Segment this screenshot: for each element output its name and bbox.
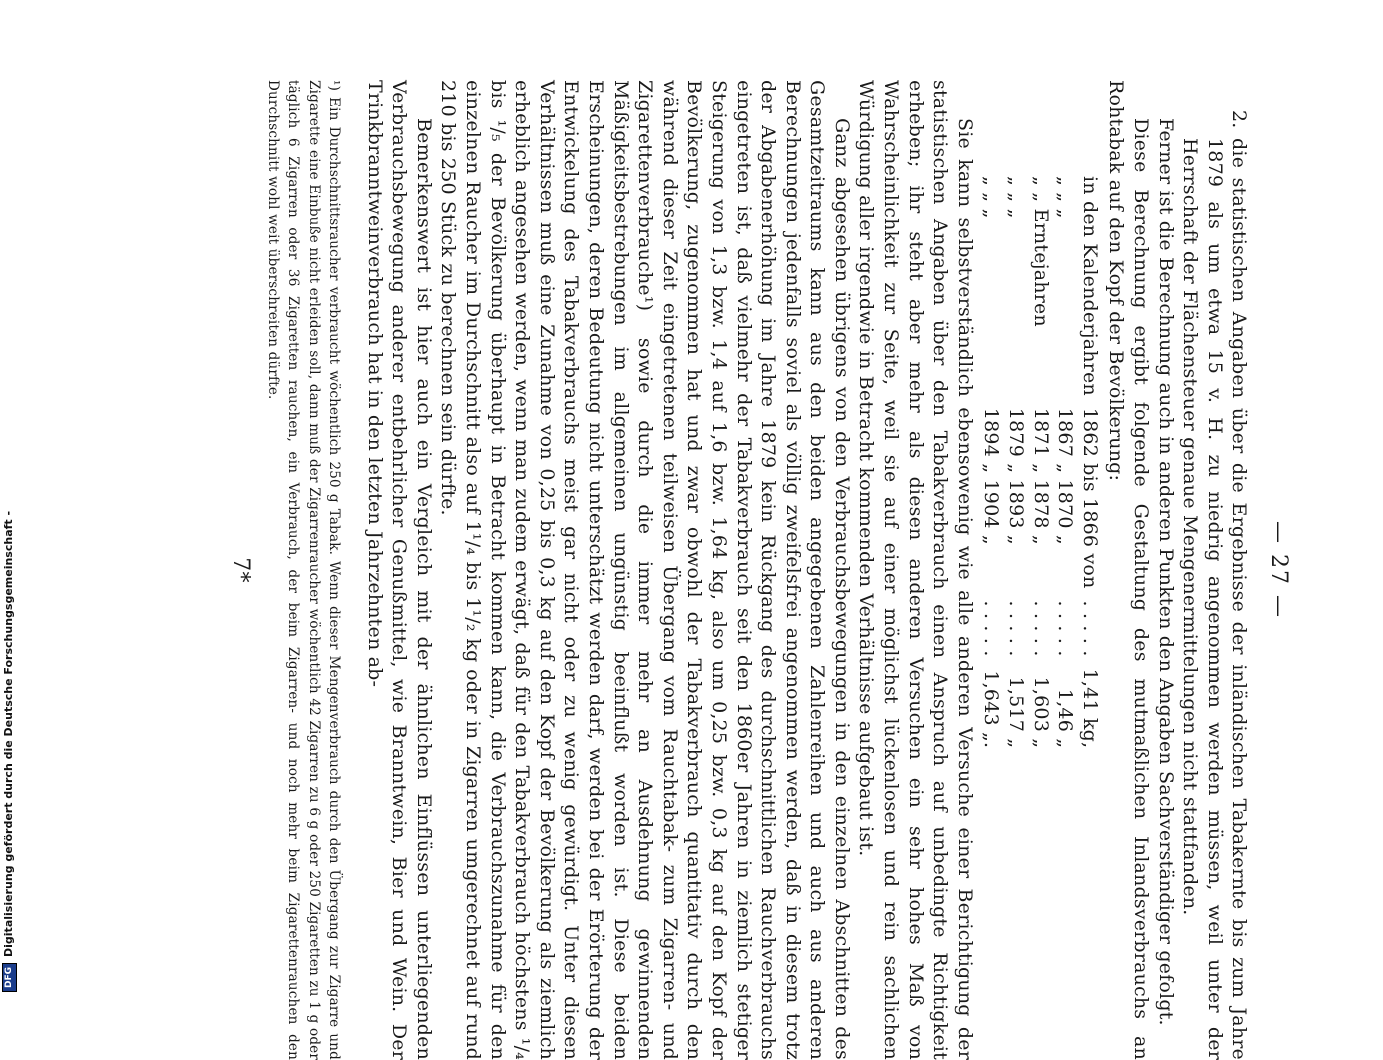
row-prefix: „ „ „ xyxy=(980,176,1003,219)
row-value: 1,41 kg, xyxy=(1078,668,1101,749)
row-prefix: „ „ „ xyxy=(1005,176,1028,219)
paragraph-consumption-trend: Ganz abgesehen übrigens von den Verbrauchsbewegungen in den einzelnen Abschnitten des Gesamtzeitraums kann aus den beiden angegebenen Zahlenreihen und auch aus anderen Berechnungen jedenfalls soviel als völlig zweifelsfrei angenommen werden, daß in diesem trotz der Abgabenerhöhung im Jahre 1879 kein Rückgang des durchschnittlichen Rauchverbrauchs eingetreten ist, daß vielmehr der Tabakverbrauch seit den 1860er Jahren in ziemlich stetiger Steigerung von 1,3 bzw. 1,4 auf 1,6 bzw. 1,64 kg, also um 0,25 bzw. 0,3 kg auf den Kopf der Bevölkerung, zugenommen hat und zwar obwohl der Tabakverbrauch quantitativ durch den während dieser Zeit eingetretenen teilweisen Übergang vom Rauchtabak- zum Zigarren- und Zigarettenverbrauche¹) sowie durch die immer mehr an Ausdehnung gewinnenden Mäßigkeitsbestrebungen im allgemeinen ungünstig beeinflußt worden ist. Diese beiden Erscheinungen, deren Bedeutung nicht unterschätzt werden darf, werden bei der Erörterung der Entwickelung des Tabakverbrauchs meist gar nicht oder zu wenig gewürdigt. Unter diesen Verhältnissen muß eine Zunahme von 0,25 bis 0,3 kg auf den Kopf der Bevölkerung als ziemlich erheblich angesehen werden, wenn man zudem erwägt, daß für den Tabakverbrauch höchstens ¹/₄ bis ¹/₅ der Bevölkerung überhaupt in Betracht kommen kann, die Verbrauchszunahme für den einzelnen Raucher im Durchschnitt also auf 1¹/₄ bis 1¹/₂ kg oder in Zigarren umgerechnet auf rund 210 bis 250 Stück zu berechnen sein dürfte. xyxy=(437,80,853,1060)
footnote: ¹) Ein Durchschnittsraucher verbraucht wöchentlich 250 g Tabak. Wenn dieser Mengenverbrauch durch den Übergang zur Zigarre und Zigarette eine Einbuße nicht erleiden soll, dann muß der Zigarrenraucher wöchentlich 42 Zigarren zu 6 g oder 250 Zigaretten zu 1 g oder täglich 6 Zigarren oder 36 Zigaretten rauchen, ein Verbrauch, der beim Zigarren- und noch mehr beim Zigarettenrauchen den Durchschnitt wohl weit überschreiten dürfte. xyxy=(264,80,343,1060)
row-period: 1894 „ 1904 „ xyxy=(980,407,1003,545)
paragraph-comparison: Bemerkenswert ist hier auch ein Vergleich mit der ähnlichen Einflüssen unterliegenden Verbrauchsbewegung anderer entbehrlicher Genußmittel, wie Branntwein, Bier und Wein. Der Trinkbranntweinverbrauch hat in den letzten Jahrzehnten ab- xyxy=(363,80,435,1060)
row-dots: . . . . . xyxy=(1029,600,1052,657)
row-period: 1862 bis 1866 von xyxy=(1078,407,1101,589)
table-row xyxy=(1003,170,1028,754)
row-dots: . . . . . xyxy=(980,600,1003,657)
row-prefix: „ „ Erntejahren xyxy=(1029,176,1052,327)
row-dots: . . . . . xyxy=(1005,600,1028,657)
page-header: — 27 — xyxy=(1266,521,1291,619)
paragraph-calculation-intro: Diese Berechnung ergibt folgende Gestaltung des mutmaßlichen Inlandsverbrauchs an Rohtabak auf den Kopf der Bevölkerung: xyxy=(1105,80,1153,1060)
row-value: 1,46 „ xyxy=(1054,688,1077,749)
row-value: 1,603 „ xyxy=(1029,676,1052,749)
table-row xyxy=(1053,170,1078,754)
row-period: 1871 „ 1878 „ xyxy=(1029,407,1052,545)
table-row xyxy=(979,170,1004,754)
row-dots: . . . . . xyxy=(1078,600,1101,657)
consumption-table xyxy=(979,170,1102,754)
row-dots: . . . . . xyxy=(1054,600,1077,657)
row-period: 1867 „ 1870 „ xyxy=(1054,407,1077,545)
dfg-logo: DFG xyxy=(2,963,17,992)
row-value: 1,517 „ xyxy=(1005,676,1028,749)
table-row xyxy=(1077,170,1102,754)
paragraph-expert-basis: Ferner ist die Berechnung auch in anderen Punkten den Angaben Sachverständiger gefolgt. xyxy=(1154,118,1177,1026)
row-prefix: in den Kalenderjahren xyxy=(1078,176,1101,396)
paragraph-validity: Sie kann selbstverständlich ebensowenig wie alle anderen Versuche einer Berichtigung der statistischen Angaben über den Tabakverbrauch einen Anspruch auf unbedingte Richtigkeit erheben; ihr steht aber mehr als diesen anderen Versuchen ein sehr hohes Maß von Wahrscheinlichkeit zur Seite, weil sie auf einer möglichst lückenlosen und rein sachlichen Würdigung aller irgendwie in Betracht kommenden Verhältnisse aufgebaut ist. xyxy=(855,80,976,1060)
row-value: 1,643 „. xyxy=(980,670,1003,749)
credit-text: Digitalisierung gefördert durch die Deutsche Forschungsgemeinschaft - xyxy=(2,510,15,957)
signature-mark: 7* xyxy=(228,557,254,583)
row-prefix: „ „ „ xyxy=(1054,176,1077,219)
table-row xyxy=(1028,170,1053,754)
row-period: 1879 „ 1893 „ xyxy=(1005,407,1028,545)
list-item-2: 2. die statistischen Angaben über die Ergebnisse der inländischen Tabakernte bis zum Jahre 1879 als um etwa 15 v. H. zu niedrig angenommen werden müssen, weil unter der Herrschaft der Flächensteuer genaue Mengenermittelungen nicht stattfanden. xyxy=(1179,110,1251,1060)
rotated-document-page xyxy=(150,80,1290,1060)
digitization-credit xyxy=(0,0,18,1000)
